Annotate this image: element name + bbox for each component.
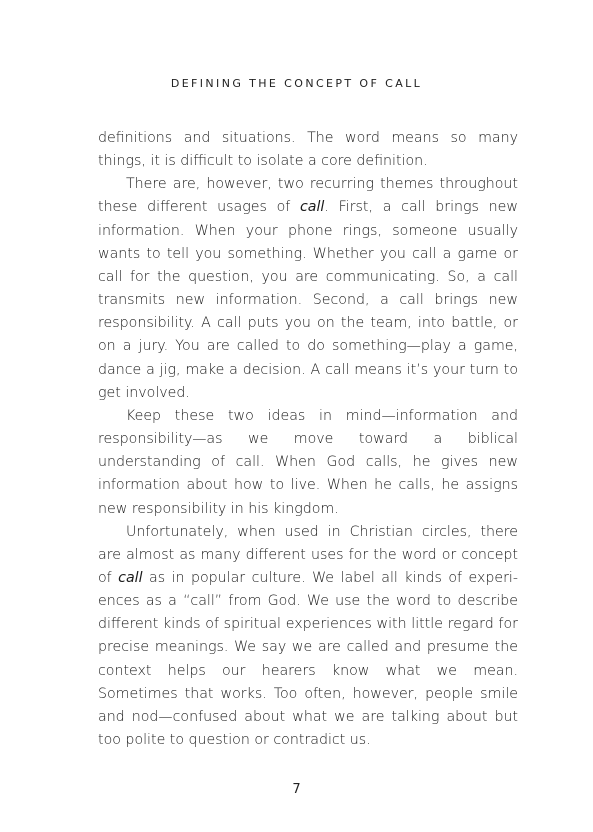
italic-term: call: [299, 199, 325, 216]
text-run: There are, however, two recurring themes throughout these different usages of: [98, 176, 518, 216]
text-run: Keep these two ideas in mind—information and responsibility—as we move toward a biblical understanding of call. When God calls, he gives new information about how to live. When he calls, he assigns new responsibility in his kingdom.: [98, 407, 518, 517]
body-text: [98, 127, 518, 752]
text-run: Unfortunately, when used in Christian circles, there are almost as many different uses for the word or concept of: [98, 523, 518, 586]
text-run: as in popular culture. We label all kinds of experiences as a “call” from God. We use the word to describe different kinds of spiritual experiences with little regard for precise meanings. We say we are called and presume the context helps our hearers know what we mean. Sometimes that works. Too often, however, people smile and nod—confused about what we are talking about but too polite to question or contradict us.: [98, 569, 518, 749]
text-run: definitions and situations. The word means so many things, it is difficult to isolate a core definition.: [98, 130, 518, 170]
text-run: . First, a call brings new information. When your phone rings, someone usually wants to tell you something. Whether you call a game or call for the question, you are communicating. So, a call transmits new information. Second, a call brings new responsibility. A call puts you on the team, into battle, or on a jury. You are called to do something—play a game, dance a jig, make a decision. A call means it’s your turn to get involved.: [98, 199, 518, 401]
paragraph: [98, 405, 518, 521]
paragraph: [98, 521, 518, 753]
running-head: DEFINING THE CONCEPT OF CALL: [170, 77, 423, 90]
paragraph: [98, 173, 518, 405]
paragraph: [98, 127, 518, 173]
page-number: 7: [292, 782, 301, 797]
italic-term: call: [118, 569, 143, 586]
